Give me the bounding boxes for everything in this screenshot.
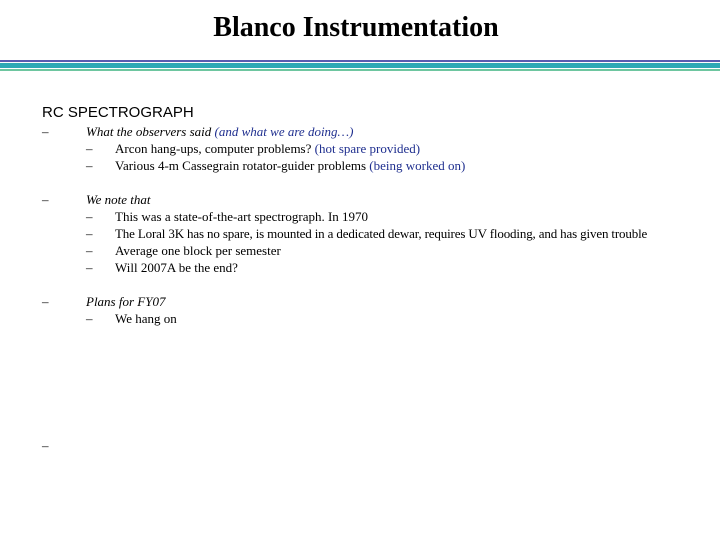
bullet-dash: – xyxy=(42,192,49,207)
sub-bullet-dash: – xyxy=(86,141,93,156)
title-rule-teal xyxy=(0,63,720,68)
bullet-label-text: What the observers said xyxy=(86,124,212,139)
sub-bullet-text: We hang on xyxy=(115,311,177,326)
bullet-label-suffix: (and what we are doing…) xyxy=(214,124,354,139)
sub-bullet-text: Arcon hang-ups, computer problems? xyxy=(115,141,312,156)
title-rule-dark xyxy=(0,60,720,62)
sub-bullet-dash: – xyxy=(86,158,93,173)
empty-bullet-dash: – xyxy=(42,438,49,453)
bullet-label: We note that xyxy=(86,192,151,207)
title-rule-light xyxy=(0,69,720,71)
sub-bullet xyxy=(115,158,465,174)
slide-title: Blanco Instrumentation xyxy=(213,12,499,43)
sub-bullet-dash: – xyxy=(86,209,93,224)
bullet-dash: – xyxy=(42,124,49,139)
sub-bullet-text: This was a state-of-the-art spectrograph. In 1970 xyxy=(115,209,369,224)
sub-bullet-note: (being worked on) xyxy=(369,158,466,173)
bullet-label: Plans for FY07 xyxy=(86,294,166,309)
sub-bullet-dash: – xyxy=(86,243,93,258)
sub-bullet xyxy=(115,141,420,157)
sub-bullet-text: Will 2007A be the end? xyxy=(115,260,238,275)
sub-bullet-text: The Loral 3K has no spare, is mounted in a dedicated dewar, requires UV flooding, and has given trouble xyxy=(115,226,648,241)
sub-bullet-dash: – xyxy=(86,226,93,241)
sub-bullet-text: Average one block per semester xyxy=(115,243,281,258)
sub-bullet-dash: – xyxy=(86,260,93,275)
bullet-dash: – xyxy=(42,294,49,309)
sub-bullet-text: Various 4-m Cassegrain rotator-guider problems xyxy=(115,158,367,173)
sub-bullet-dash: – xyxy=(86,311,93,326)
section-heading: RC SPECTROGRAPH xyxy=(42,104,194,121)
sub-bullet-note: (hot spare provided) xyxy=(314,141,421,156)
bullet-label xyxy=(86,124,353,140)
